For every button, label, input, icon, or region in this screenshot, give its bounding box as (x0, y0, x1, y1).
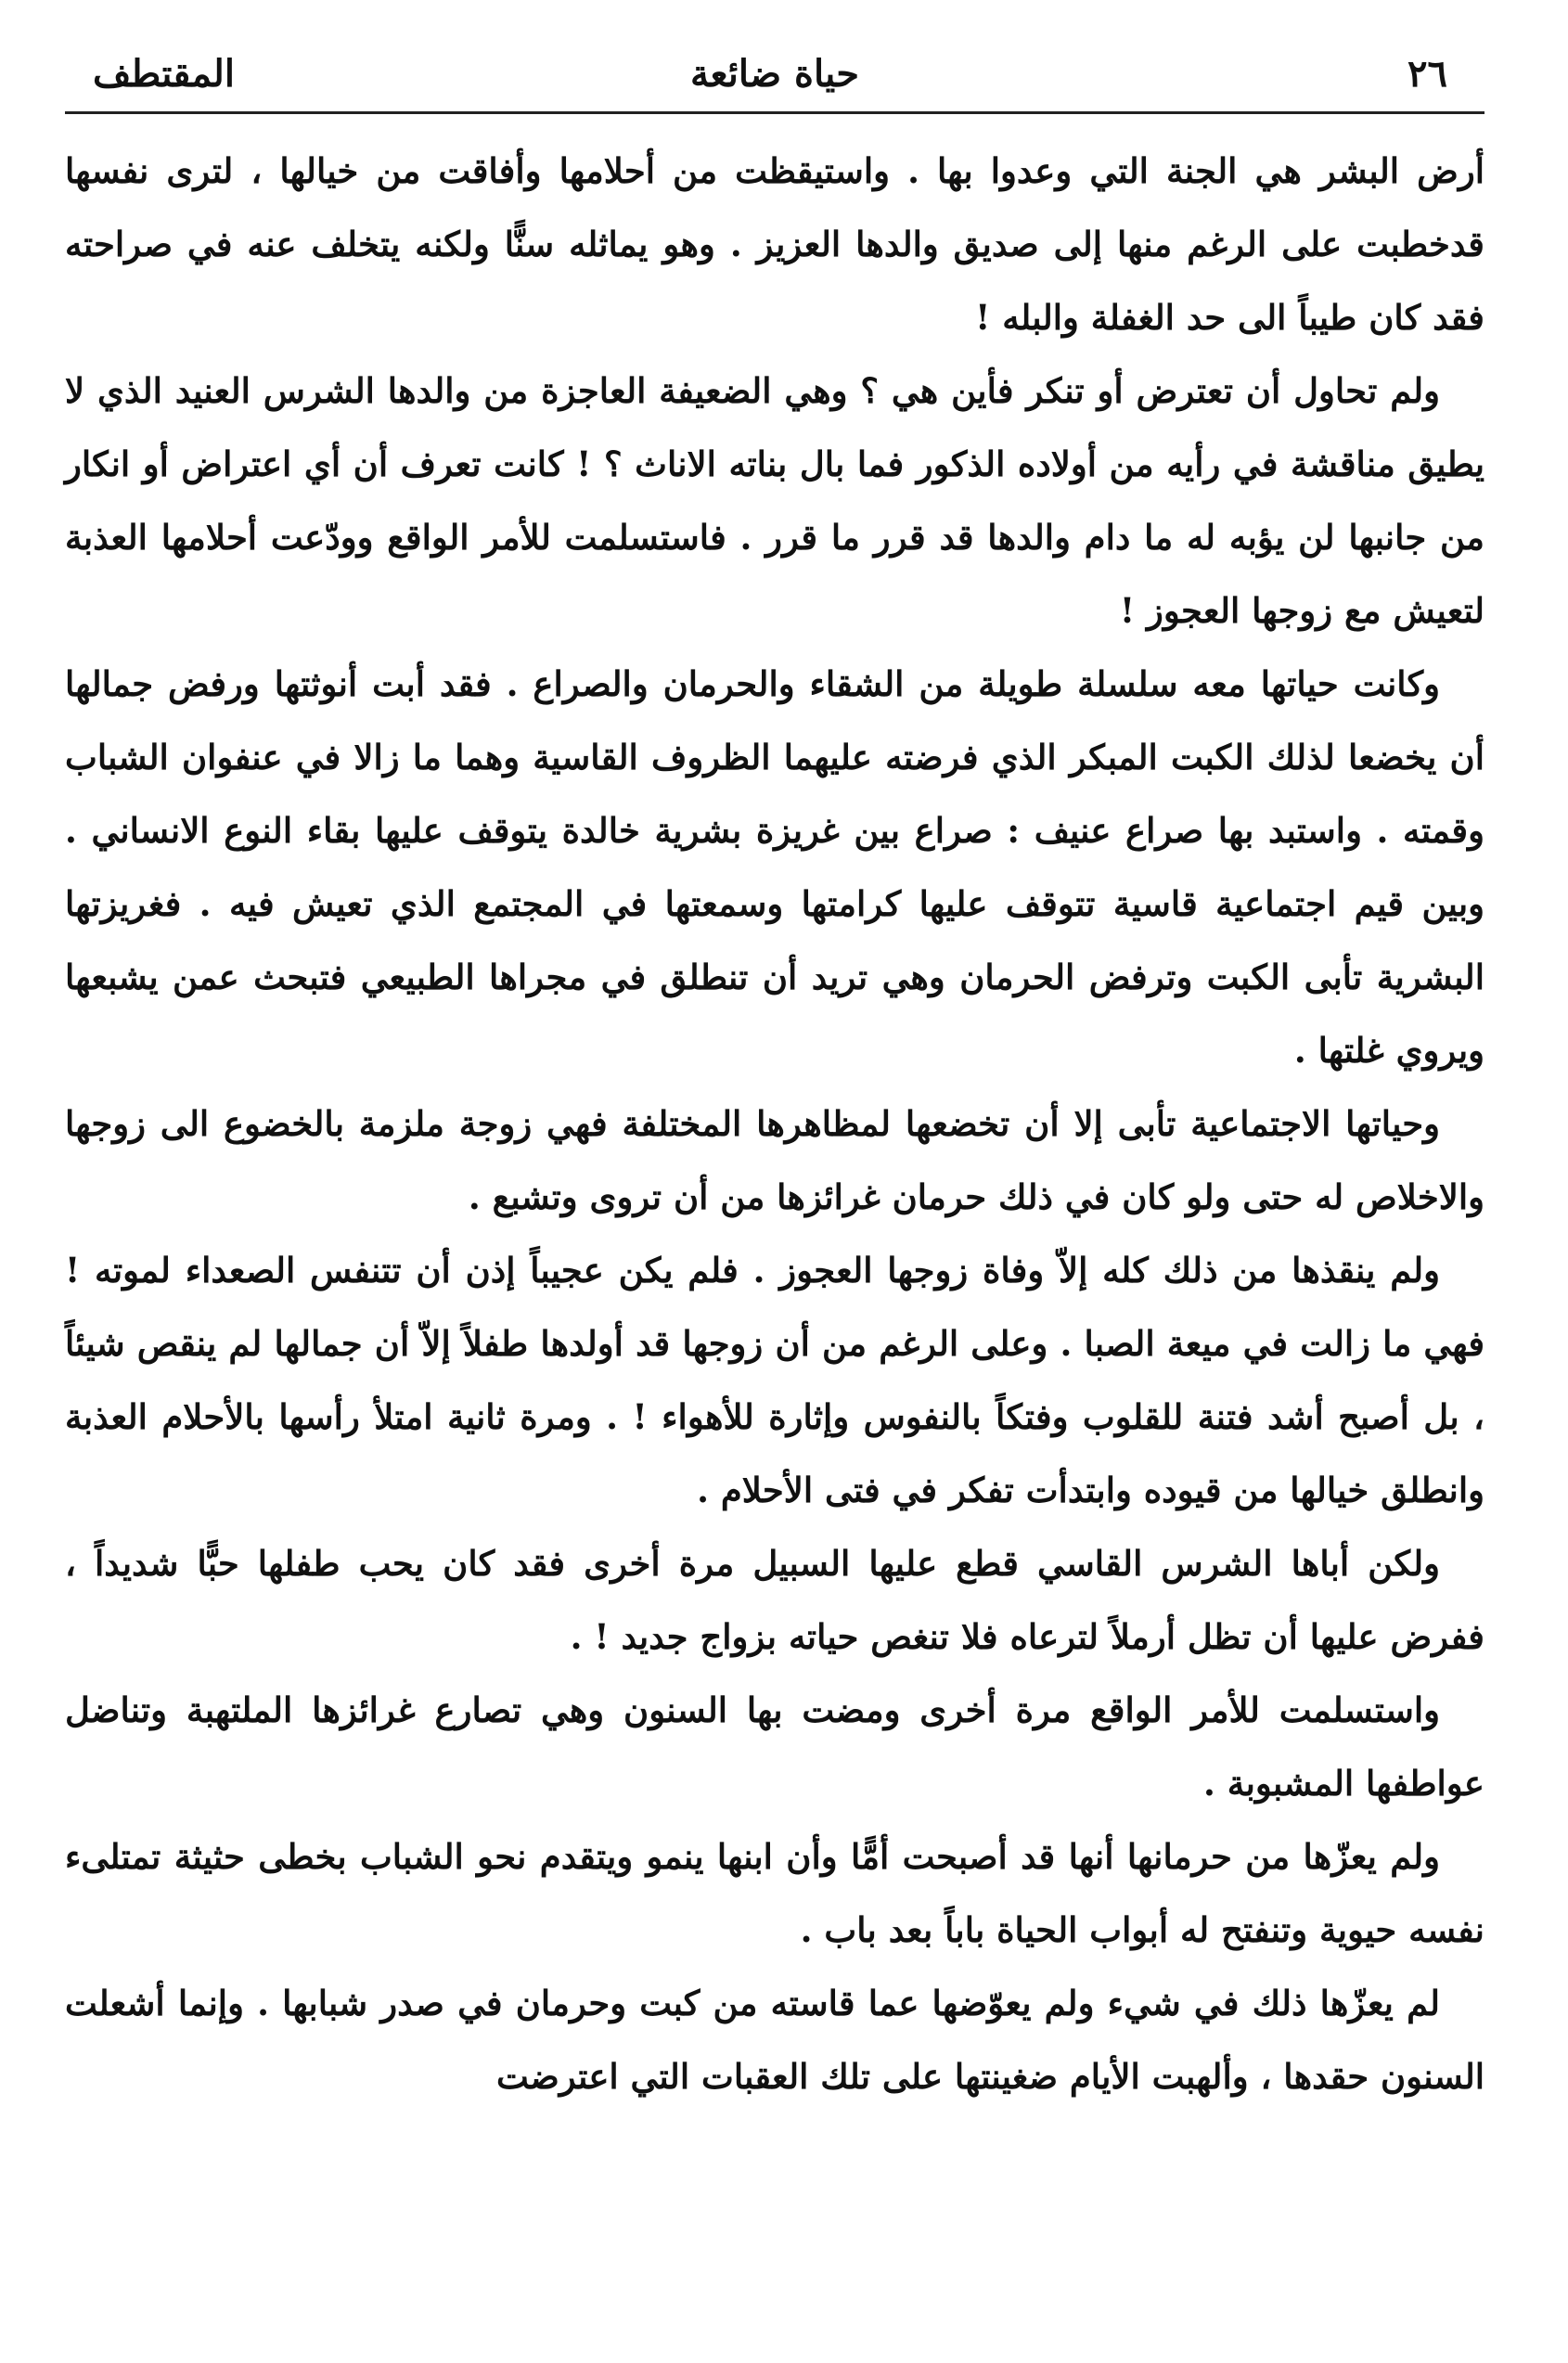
paragraph: وحياتها الاجتماعية تأبى إلا أن تخضعها لمظاهرها المختلفة فهي زوجة ملزمة بالخضوع الى زوجها والاخلاص له حتى ولو كان في ذلك حرمان غرائزها من أن تروى وتشبع . (65, 1103, 1484, 1217)
paragraph: وكانت حياتها معه سلسلة طويلة من الشقاء والحرمان والصراع . فقد أبت أنوثتها ورفض جمالها أن يخضعا لذلك الكبت المبكر الذي فرضته عليهما الظروف القاسية وهما ما زالا في عنفوان الشباب وقمته . واستبد بها صراع عنيف : صراع بين غريزة بشرية خالدة يتوقف عليها بقاء النوع الانساني . وبين قيم اجتماعية قاسية تتوقف عليها كرامتها وسمعتها في المجتمع الذي تعيش فيه . فغريزتها البشرية تأبى الكبت وترفض الحرمان وهي تريد أن تنطلق في مجراها الطبيعي فتبحث عمن يشبعها ويروي غلتها . (65, 663, 1484, 1071)
paragraph: واستسلمت للأمر الواقع مرة أخرى ومضت بها السنون وهي تصارع غرائزها الملتهبة وتناضل عواطفها المشبوبة . (65, 1689, 1484, 1804)
article-body (65, 135, 1484, 2113)
paragraph-continued: أرض البشر هي الجنة التي وعدوا بها . واستيقظت من أحلامها وأفاقت من خيالها ، لترى نفسها قدخطبت على الرغم منها إلى صديق والدها العزيز . وهو يماثله سنًّا ولكنه يتخلف عنه في صراحته فقد كان طيباً الى حد الغفلة والبله ! (65, 150, 1484, 338)
paragraph: ولكن أباها الشرس القاسي قطع عليها السبيل مرة أخرى فقد كان يحب طفلها حبًّا شديداً ، ففرض عليها أن تظل أرملاً لترعاه فلا تنغص حياته بزواج جديد ! . (65, 1543, 1484, 1657)
paragraph: لم يعزّها ذلك في شيء ولم يعوّضها عما قاسته من كبت وحرمان في صدر شبابها . وإنما أشعلت السنون حقدها ، وألهبت الأيام ضغينتها على تلك العقبات التي اعترضت (65, 1983, 1484, 2097)
paragraph: ولم ينقذها من ذلك كله إلاّ وفاة زوجها العجوز . فلم يكن عجيباً إذن أن تتنفس الصعداء لموته ! فهي ما زالت في ميعة الصبا . وعلى الرغم من أن زوجها قد أولدها طفلاً إلاّ أن جمالها لم ينقص شيئاً ، بل أصبح أشد فتنة للقلوب وفتكاً بالنفوس وإثارة للأهواء ! . ومرة ثانية امتلأ رأسها بالأحلام العذبة وانطلق خيالها من قيوده وابتدأت تفكر في فتى الأحلام . (65, 1250, 1484, 1510)
page-number: ٢٦ (1407, 52, 1447, 96)
journal-name: المقتطف (93, 52, 235, 96)
running-head (65, 37, 1484, 114)
paragraph: ولم تحاول أن تعترض أو تنكر فأين هي ؟ وهي الضعيفة العاجزة من والدها الشرس العنيد الذي لا يطيق مناقشة في رأيه من أولاده الذكور فما بال بناته الاناث ؟ ! كانت تعرف أن أي اعتراض أو انكار من جانبها لن يؤبه له ما دام والدها قد قرر ما قرر . فاستسلمت للأمر الواقع وودّعت أحلامها العذبة لتعيش مع زوجها العجوز ! (65, 370, 1484, 631)
paragraph: ولم يعزّها من حرمانها أنها قد أصبحت أمًّا وأن ابنها ينمو ويتقدم نحو الشباب بخطى حثيثة تمتلىء نفسه حيوية وتنفتح له أبواب الحياة باباً بعد باب . (65, 1836, 1484, 1950)
book-page (65, 37, 1484, 2329)
article-title: حياة ضائعة (690, 52, 859, 96)
